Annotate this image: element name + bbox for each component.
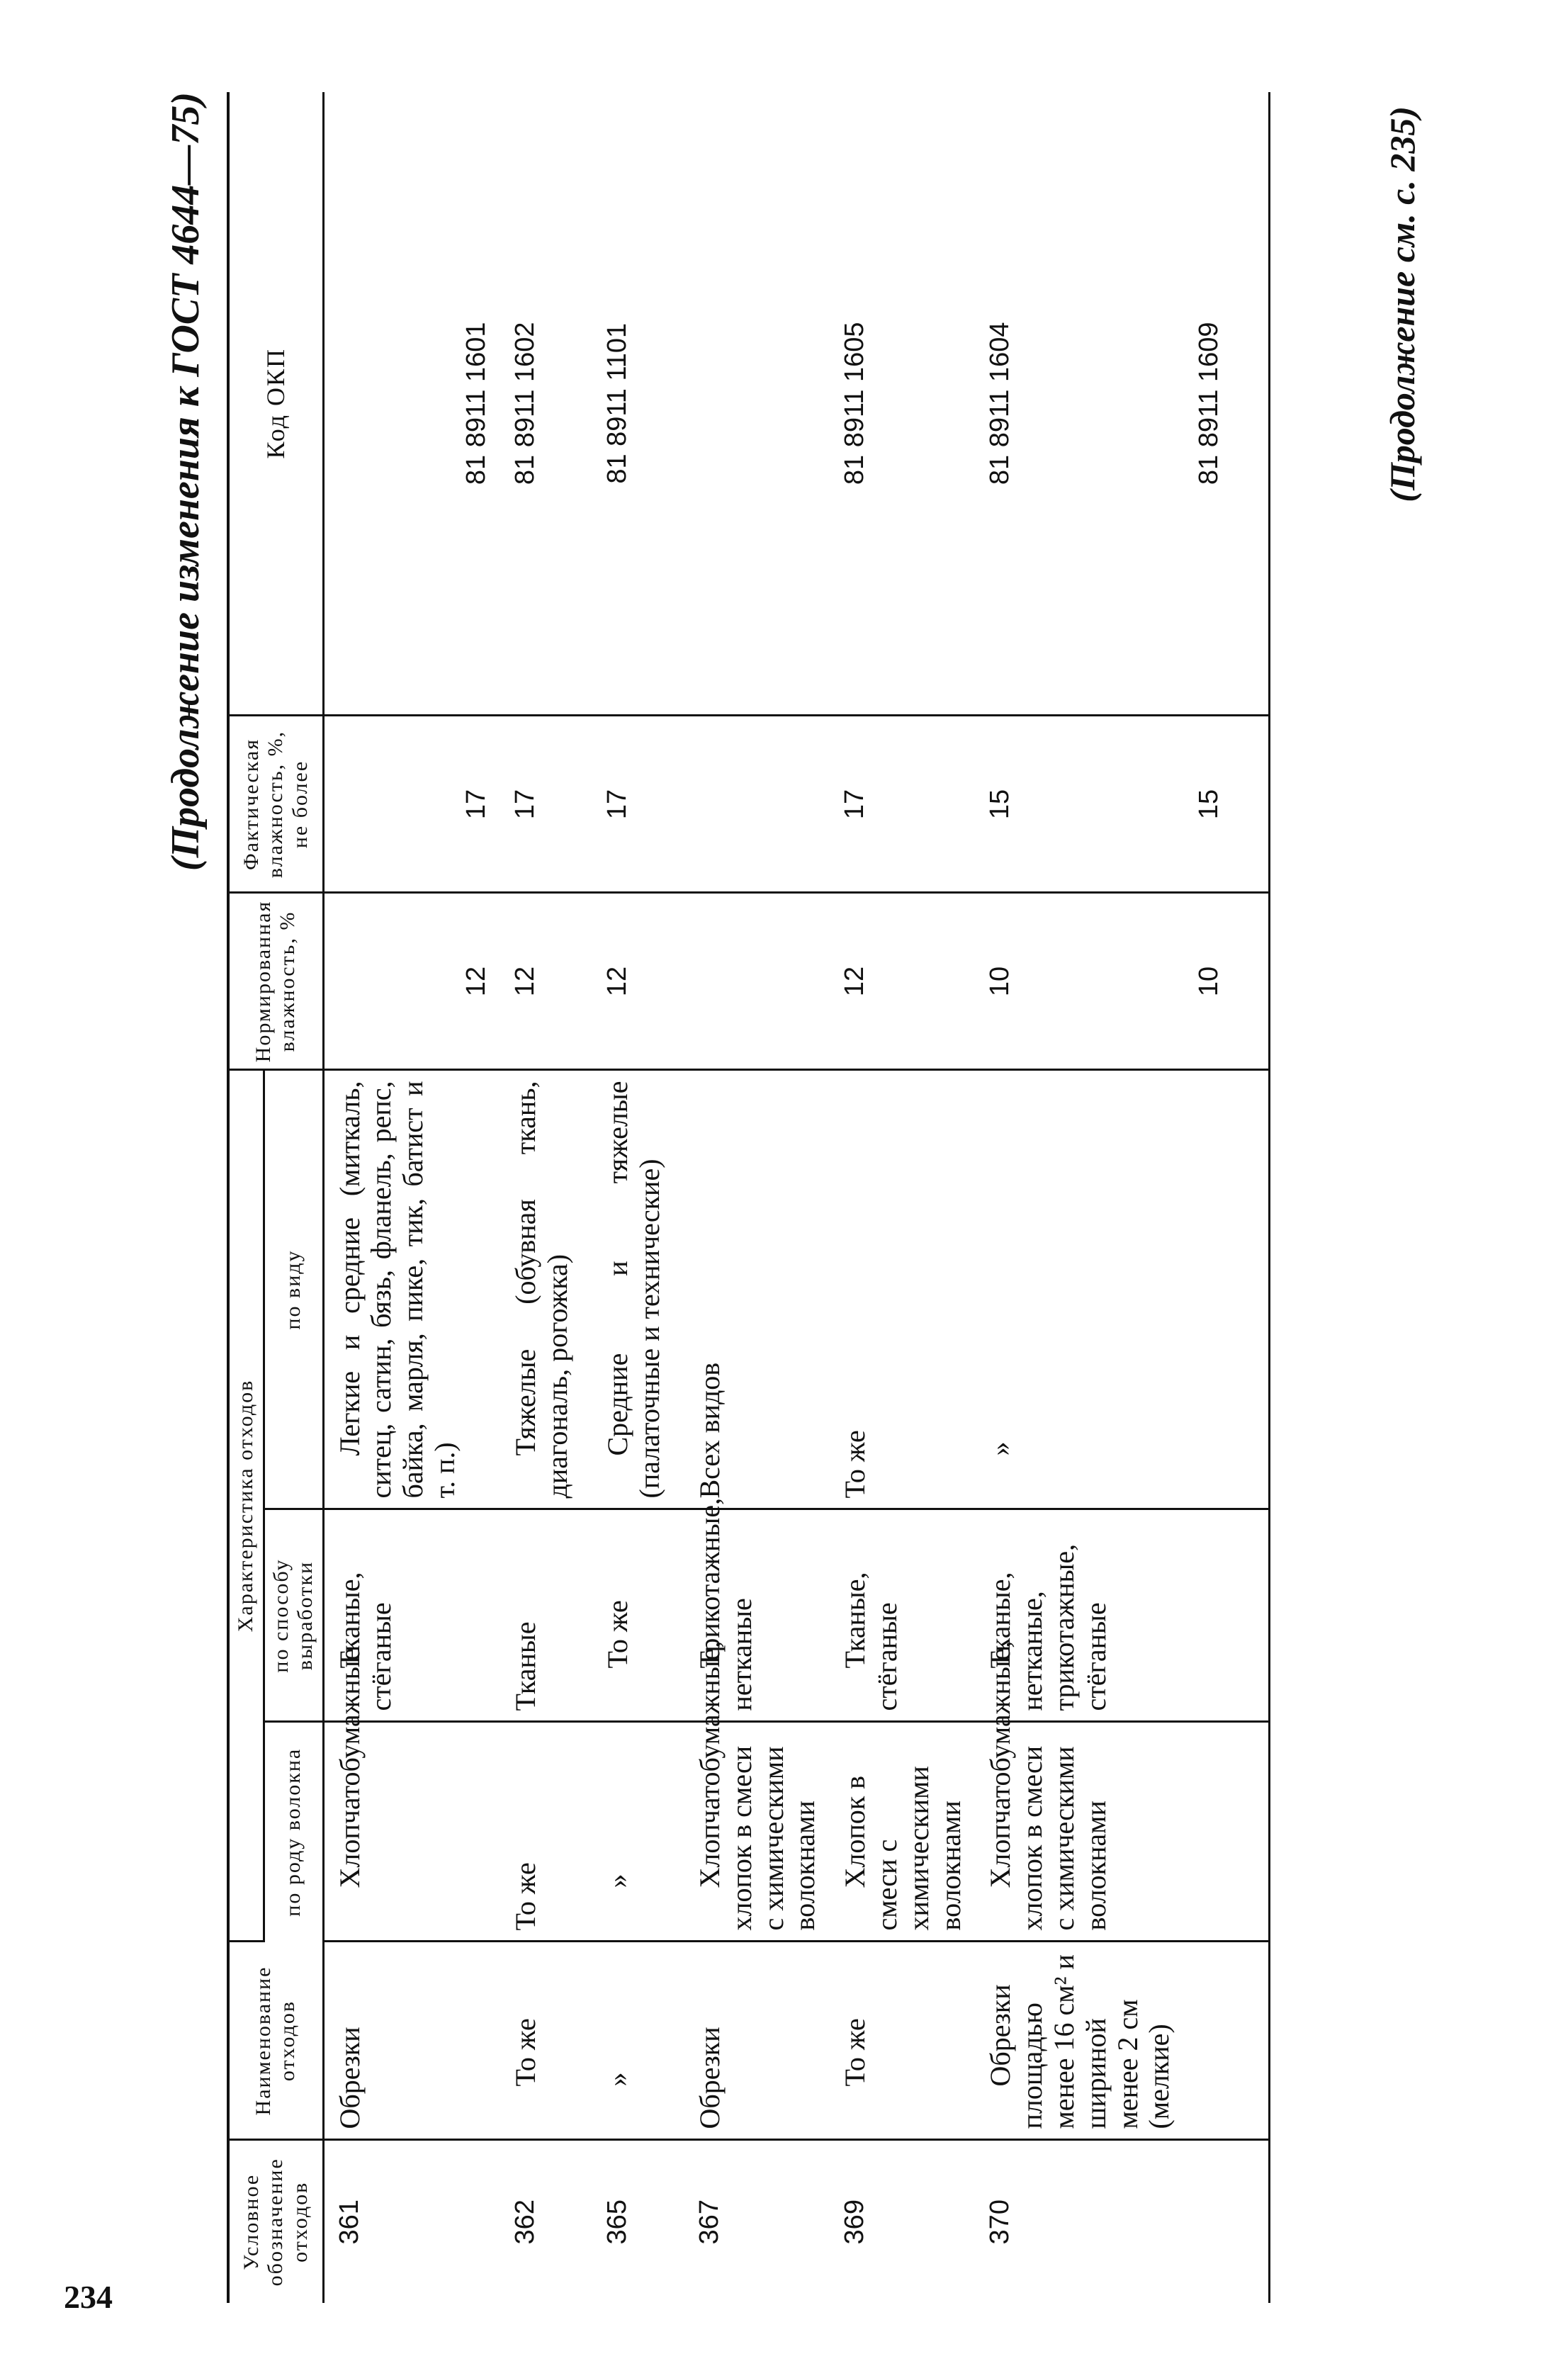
cell-kind: Всех видов — [684, 1070, 830, 1509]
cell-okp: 81 8911 1601 — [323, 92, 500, 716]
cell-okp: 81 8911 1609 — [1184, 92, 1269, 716]
cell-fiber: Хлопок в смеси с химическими волокнами — [830, 1722, 975, 1942]
cell-actual: 15 — [975, 716, 1184, 893]
cell-method: Тканые, нетканые, трикотажные, стёганые — [975, 1509, 1184, 1722]
cell-name: То же — [500, 1942, 592, 2140]
cell-fiber: Хлопчатобумажные, хлопок в смеси с химическими волокнами — [684, 1722, 830, 1942]
cell-fiber: Хлопчатобумажные, хлопок в смеси с химическими волокнами — [975, 1722, 1184, 1942]
col-header-name: Наименование отходов — [228, 1942, 323, 2140]
cell-actual — [684, 716, 830, 893]
col-header-method: по способу выработки — [264, 1509, 323, 1722]
table-row — [830, 92, 975, 2303]
cell-fiber: » — [592, 1722, 684, 1942]
cell-norm: 12 — [830, 893, 975, 1070]
cell-code: 361 — [334, 2199, 364, 2245]
table-row — [975, 92, 1184, 2303]
cell-kind: Тяжелые (обувная ткань, диагональ, рогожка) — [500, 1070, 592, 1509]
cell-okp: 81 8911 1604 — [975, 92, 1184, 716]
cell-name: Обрезки площадью менее 16 см² и шириной менее 2 см (мелкие) — [975, 1942, 1184, 2140]
cell-kind: То же — [830, 1070, 975, 1509]
col-header-okp: Код ОКП — [228, 92, 323, 716]
col-header-norm: Нормированная влажность, % — [228, 893, 323, 1070]
cell-actual: 17 — [592, 716, 684, 893]
cell-method: Тканые, стёганые — [323, 1509, 500, 1722]
cell-okp — [684, 92, 830, 716]
header-note: (Продолжение изменения к ГОСТ 4644—75) — [164, 92, 208, 872]
cell-okp: 81 8911 1605 — [830, 92, 975, 716]
cell-kind: » — [975, 1070, 1184, 1509]
rotated-page — [163, 64, 1509, 2331]
cell-norm: 12 — [500, 893, 592, 1070]
cell-fiber — [1184, 1722, 1269, 1942]
table-row — [500, 92, 592, 2303]
cell-method: Тканые — [500, 1509, 592, 1722]
cell-method: Тканые, стёганые — [830, 1509, 975, 1722]
cell-actual: 15 — [1184, 716, 1269, 893]
group-header: Характеристика отходов — [228, 1070, 264, 1942]
cell-fiber: То же — [500, 1722, 592, 1942]
footer-note: (Продолжение см. с. 235) — [1382, 106, 1422, 502]
cell-norm — [684, 893, 830, 1070]
cell-method: То же — [592, 1509, 684, 1722]
col-header-fiber: по роду волокна — [264, 1722, 323, 1942]
col-header-code: Условное обозначение отходов — [228, 2140, 323, 2303]
cell-name: Обрезки — [684, 1942, 830, 2140]
cell-norm: 12 — [592, 893, 684, 1070]
cell-code: 365 — [602, 2199, 632, 2245]
table-row — [684, 92, 830, 2303]
cell-code: 370 — [985, 2199, 1015, 2245]
col-header-actual: Фактическая влажность, %, не более — [228, 716, 323, 893]
cell-norm: 12 — [323, 893, 500, 1070]
cell-actual: 17 — [830, 716, 975, 893]
cell-kind: Средние и тяжелые (палаточные и технические) — [592, 1070, 684, 1509]
cell-code: 367 — [694, 2199, 724, 2245]
cell-method: Трикотажные, нетканые — [684, 1509, 830, 1722]
cell-code: 369 — [840, 2199, 870, 2245]
cell-name: То же — [830, 1942, 975, 2140]
cell-actual: 17 — [323, 716, 500, 893]
waste-table — [227, 92, 1270, 2303]
col-header-kind: по виду — [264, 1070, 323, 1509]
cell-name: » — [592, 1942, 684, 2140]
table-row — [323, 92, 500, 2303]
cell-actual: 17 — [500, 716, 592, 893]
cell-okp: 81 8911 1602 — [500, 92, 592, 716]
cell-norm: 10 — [975, 893, 1184, 1070]
cell-fiber: Хлопчатобумажные — [323, 1722, 500, 1942]
cell-method — [1184, 1509, 1269, 1722]
cell-name: Обрезки — [323, 1942, 500, 2140]
cell-name — [1184, 1942, 1269, 2140]
page-number: 234 — [64, 2279, 113, 2315]
cell-code: 362 — [510, 2199, 540, 2245]
cell-kind: Легкие и средние (миткаль, ситец, сатин, бязь, фланель, репс, байка, марля, пике, тик, батист и т. п.) — [323, 1070, 500, 1509]
table-row — [592, 92, 684, 2303]
table-row — [1184, 92, 1269, 2303]
cell-kind — [1184, 1070, 1269, 1509]
cell-okp: 81 8911 1101 — [592, 92, 684, 716]
cell-norm: 10 — [1184, 893, 1269, 1070]
cell-code — [1184, 2140, 1269, 2303]
